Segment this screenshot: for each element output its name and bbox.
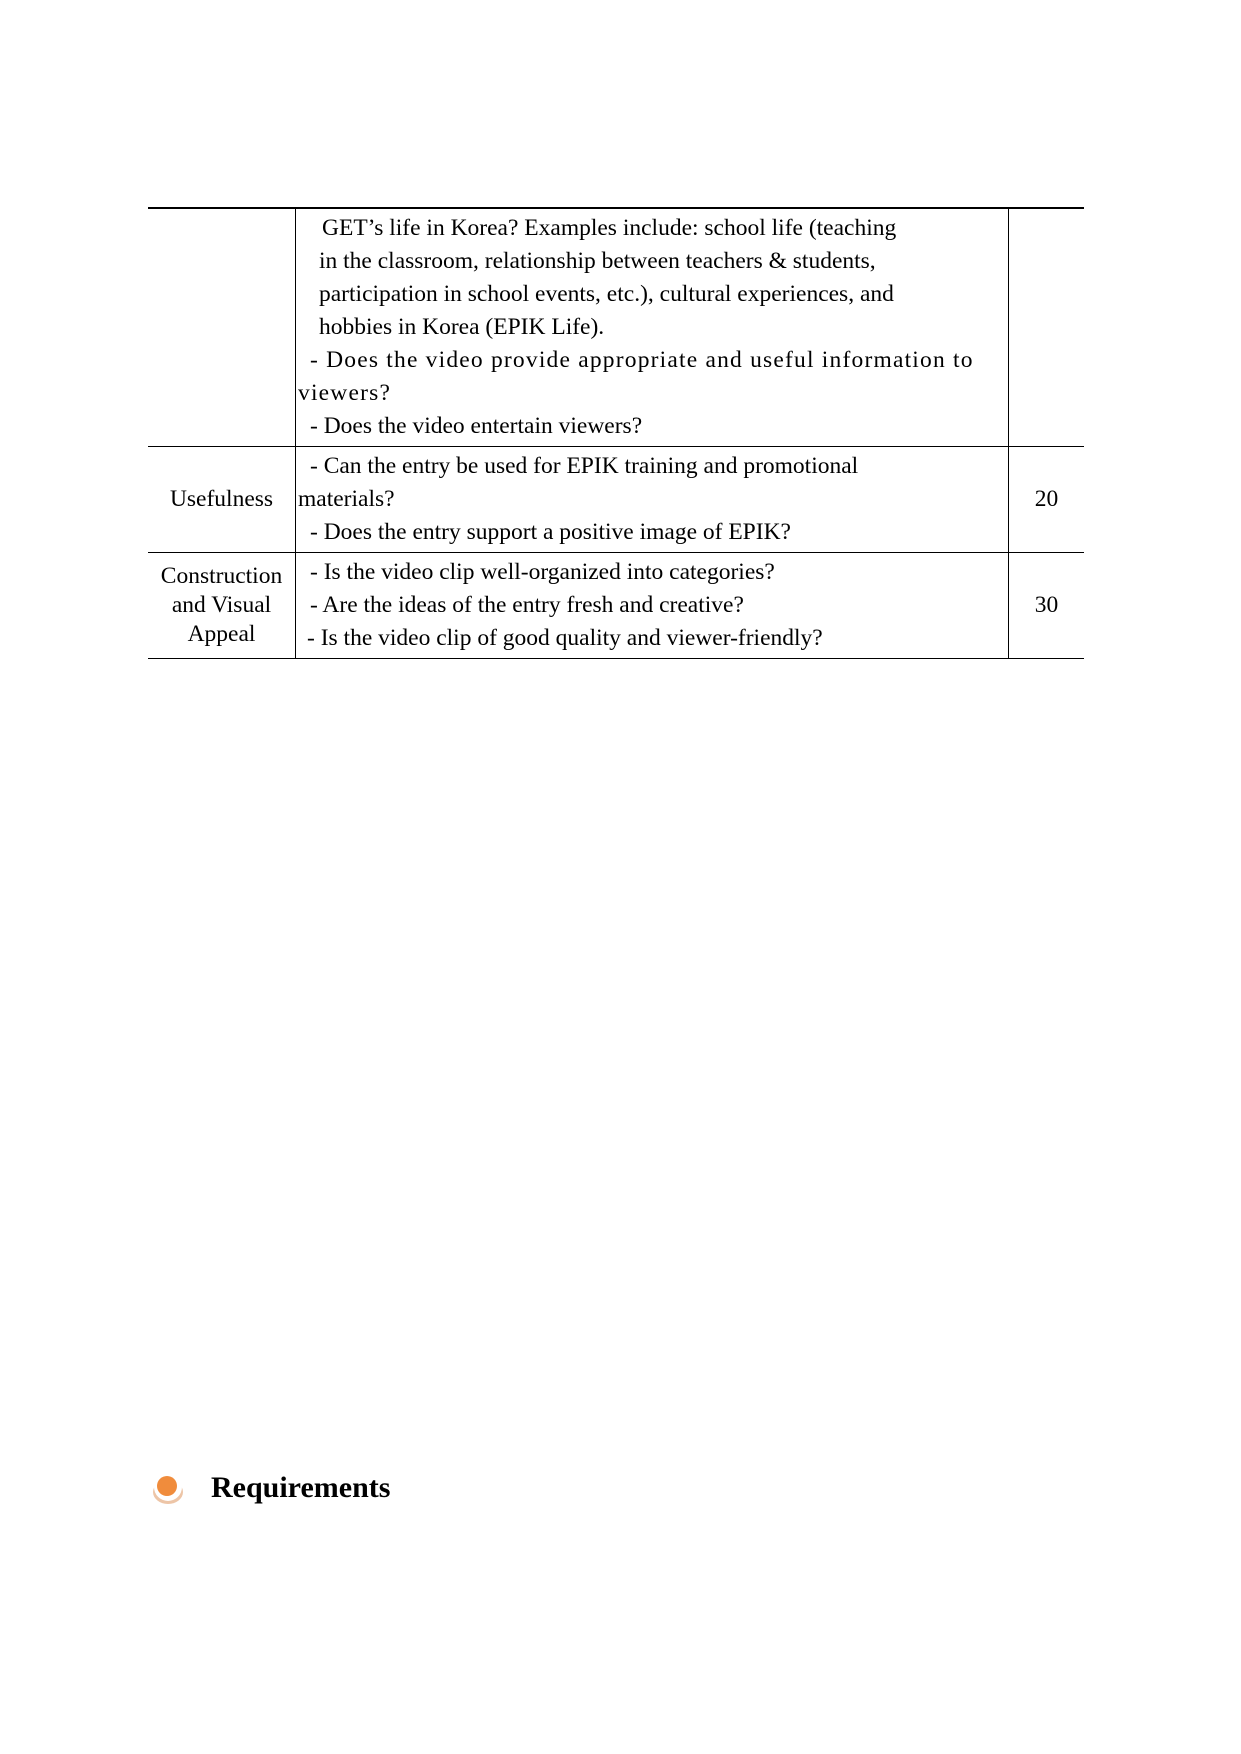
criterion-cell xyxy=(148,208,296,447)
requirements-heading xyxy=(150,1470,390,1506)
description-line: - Is the video clip well-organized into categories? xyxy=(310,559,775,585)
table-row xyxy=(148,553,1084,659)
criterion-cell xyxy=(148,553,296,659)
description-cell xyxy=(296,553,1009,659)
table-row xyxy=(148,208,1084,447)
criterion-label: Appeal xyxy=(187,621,256,647)
description-line: - Does the video provide appropriate and useful information to xyxy=(310,347,974,373)
description-line: participation in school events, etc.), cultural experiences, and xyxy=(319,281,894,307)
criterion-label: Construction xyxy=(160,563,283,589)
points-cell: 30 xyxy=(1009,553,1085,659)
orange-circle-bullet-icon xyxy=(150,1470,186,1506)
evaluation-criteria-table xyxy=(148,207,1084,659)
points-cell xyxy=(1009,208,1085,447)
description-line: GET’s life in Korea? Examples include: school life (teaching xyxy=(322,215,897,241)
description-cell xyxy=(296,447,1009,553)
section-title: Requirements xyxy=(211,1471,391,1504)
criterion-label: Usefulness xyxy=(169,486,274,512)
description-line: - Can the entry be used for EPIK training and promotional xyxy=(310,453,859,479)
description-line: viewers? xyxy=(298,380,392,406)
description-line: - Does the video entertain viewers? xyxy=(310,413,643,439)
points-cell: 20 xyxy=(1009,447,1085,553)
description-line: hobbies in Korea (EPIK Life). xyxy=(319,314,605,340)
criterion-label: and Visual xyxy=(171,592,272,618)
description-cell xyxy=(296,208,1009,447)
description-line: - Does the entry support a positive image of EPIK? xyxy=(310,519,791,545)
description-line: - Is the video clip of good quality and viewer-friendly? xyxy=(307,625,823,651)
table-row xyxy=(148,447,1084,553)
description-line: - Are the ideas of the entry fresh and creative? xyxy=(310,592,744,618)
criterion-cell xyxy=(148,447,296,553)
description-line: in the classroom, relationship between teachers & students, xyxy=(319,248,876,274)
description-line: materials? xyxy=(298,486,395,512)
